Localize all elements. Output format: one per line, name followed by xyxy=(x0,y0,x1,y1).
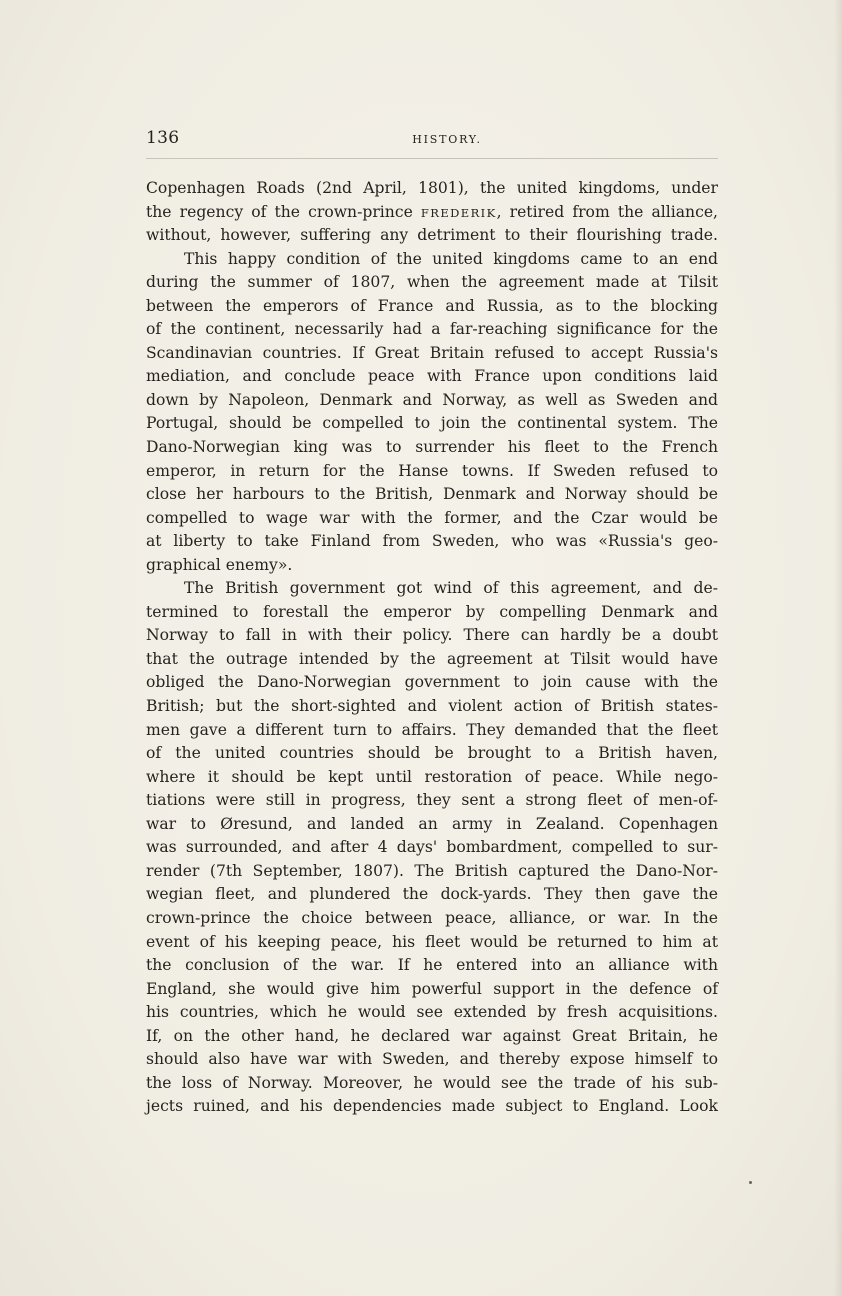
paragraph-end-line: graphical enemy». xyxy=(146,555,293,574)
text-line-with-name: the regency of the crown-prince FREDERIK, retired from the alliance, xyxy=(146,202,719,221)
page-number: 136 xyxy=(146,128,180,148)
text-line: of the continent, necessarily had a far-reaching significance for the xyxy=(146,320,718,339)
text-line: termined to forestall the emperor by compelling Denmark and xyxy=(146,602,718,621)
text-line: Portugal, should be compelled to join the continental system. The xyxy=(146,414,718,433)
text-line: without, however, suffering any detriment to their flourishing trade. xyxy=(146,226,718,245)
text-line: Dano-Norwegian king was to surrender his fleet to the French xyxy=(146,438,718,457)
text-line: that the outrage intended by the agreement at Tilsit would have xyxy=(146,649,718,668)
page-edge-shadow xyxy=(834,0,842,1296)
text-line: If, on the other hand, he declared war against Great Britain, he xyxy=(146,1026,718,1045)
text-line: event of his keeping peace, his fleet would be returned to him at xyxy=(146,932,718,951)
text-line: during the summer of 1807, when the agreement made at Tilsit xyxy=(146,273,718,292)
text-line: mediation, and conclude peace with France upon conditions laid xyxy=(146,367,718,386)
text-line: at liberty to take Finland from Sweden, who was «Russia's geo- xyxy=(146,532,718,551)
text-line: down by Napoleon, Denmark and Norway, as well as Sweden and xyxy=(146,390,718,409)
running-head xyxy=(146,128,718,154)
text-line: wegian fleet, and plundered the dock-yards. They then gave the xyxy=(146,885,718,904)
text-line: of the united countries should be brought to a British haven, xyxy=(146,744,718,763)
text-line: between the emperors of France and Russia, as to the blocking xyxy=(146,296,718,315)
header-rule xyxy=(146,158,718,159)
text-line: crown-prince the choice between peace, alliance, or war. In the xyxy=(146,908,718,927)
text-line: render (7th September, 1807). The British captured the Dano-Nor- xyxy=(146,861,718,880)
text-line: was surrounded, and after 4 days' bombardment, compelled to sur- xyxy=(146,838,718,857)
text-line: obliged the Dano-Norwegian government to join cause with the xyxy=(146,673,718,692)
body-text xyxy=(146,177,718,1119)
text-line: compelled to wage war with the former, and the Czar would be xyxy=(146,508,718,527)
text-line: emperor, in return for the Hanse towns. If Sweden refused to xyxy=(146,461,718,480)
text-line: jects ruined, and his dependencies made subject to England. Look xyxy=(146,1097,718,1116)
text-line: where it should be kept until restoration of peace. While nego- xyxy=(146,767,718,786)
section-title: HISTORY. xyxy=(412,133,482,146)
text-line: should also have war with Sweden, and thereby expose himself to xyxy=(146,1050,718,1069)
text-line: his countries, which he would see extended by fresh acquisitions. xyxy=(146,1003,718,1022)
text-line: tiations were still in progress, they sent a strong fleet of men-of- xyxy=(146,791,718,810)
text-line: Norway to fall in with their policy. There can hardly be a doubt xyxy=(146,626,718,645)
paragraph-start-line: This happy condition of the united kingdoms came to an end xyxy=(184,249,718,268)
text-line: British; but the short-sighted and violent action of British states- xyxy=(146,697,718,716)
text-line: men gave a different turn to affairs. They demanded that the fleet xyxy=(146,720,718,739)
text-line: Copenhagen Roads (2nd April, 1801), the united kingdoms, under xyxy=(146,179,718,197)
paragraph-start-line: The British government got wind of this agreement, and de- xyxy=(184,579,718,598)
text-line: England, she would give him powerful support in the defence of xyxy=(146,979,718,998)
text-line: war to Øresund, and landed an army in Zealand. Copenhagen xyxy=(146,814,718,833)
text-line: close her harbours to the British, Denmark and Norway should be xyxy=(146,485,718,504)
text-line: the conclusion of the war. If he entered into an alliance with xyxy=(146,956,718,975)
paper-speck xyxy=(749,1181,752,1184)
text-line: Scandinavian countries. If Great Britain refused to accept Russia's xyxy=(146,343,718,362)
small-caps-name: FREDERIK xyxy=(420,205,497,220)
text-line: the loss of Norway. Moreover, he would see the trade of his sub- xyxy=(146,1073,718,1092)
